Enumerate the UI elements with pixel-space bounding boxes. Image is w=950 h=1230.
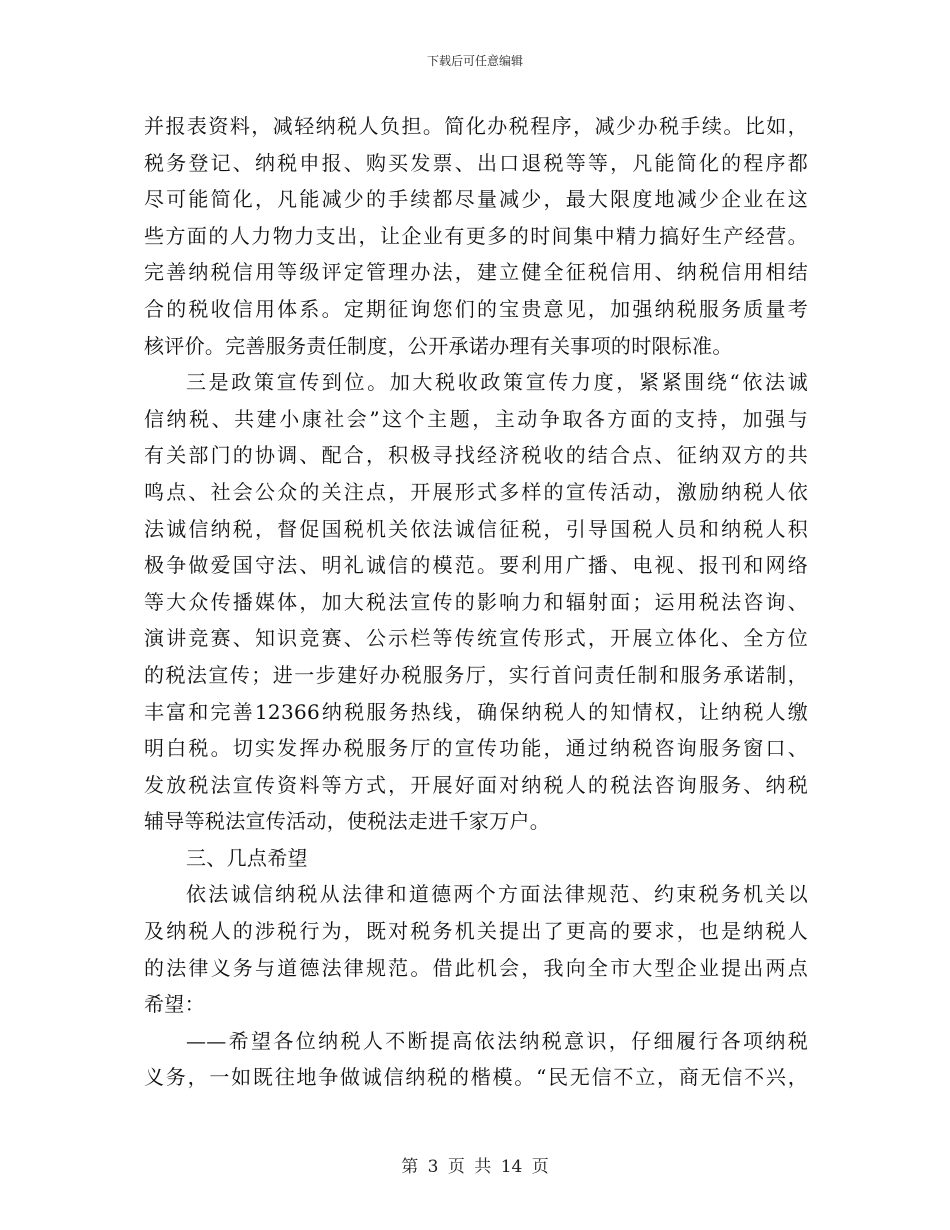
body-line: 等大众传播媒体，加大税法宣传的影响力和辐射面；运用税法咨询、 xyxy=(144,589,808,614)
document-body xyxy=(144,108,808,1096)
body-line: 的税法宣传；进一步建好办税服务厅，实行首问责任制和服务承诺制， xyxy=(144,662,808,687)
body-line: 鸣点、社会公众的关注点，开展形式多样的宣传活动，激励纳税人依 xyxy=(144,479,808,504)
body-line: 丰富和完善12366纳税服务热线，确保纳税人的知情权，让纳税人缴 xyxy=(144,699,808,724)
body-line: 信纳税、共建小康社会”这个主题，主动争取各方面的支持，加强与 xyxy=(144,406,808,431)
body-line: 明白税。切实发挥办税服务厅的宣传功能，通过纳税咨询服务窗口、 xyxy=(144,736,808,761)
body-line: 法诚信纳税，督促国税机关依法诚信征税，引导国税人员和纳税人积 xyxy=(144,516,808,541)
body-line: 义务，一如既往地争做诚信纳税的楷模。“民无信不立，商无信不兴， xyxy=(144,1065,808,1090)
section-heading: 三、几点希望 xyxy=(186,845,308,870)
paragraph-start-line: 依法诚信纳税从法律和道德两个方面法律规范、约束税务机关以 xyxy=(186,882,808,907)
body-line: 演讲竞赛、知识竞赛、公示栏等传统宣传形式，开展立体化、全方位 xyxy=(144,626,808,651)
body-line: 合的税收信用体系。定期征询您们的宝贵意见，加强纳税服务质量考 xyxy=(144,296,808,321)
paragraph-start-line: ——希望各位纳税人不断提高依法纳税意识，仔细履行各项纳税 xyxy=(186,1028,808,1053)
body-line: 的法律义务与道德法律规范。借此机会，我向全市大型企业提出两点 xyxy=(144,955,808,980)
body-line: 有关部门的协调、配合，积极寻找经济税收的结合点、征纳双方的共 xyxy=(144,443,808,468)
body-line: 尽可能简化，凡能减少的手续都尽量减少，最大限度地减少企业在这 xyxy=(144,187,808,212)
body-line: 及纳税人的涉税行为，既对税务机关提出了更高的要求，也是纳税人 xyxy=(144,919,808,944)
body-line: 辅导等税法宣传活动，使税法走进千家万户。 xyxy=(144,809,550,834)
body-line: 极争做爱国守法、明礼诚信的模范。要利用广播、电视、报刊和网络 xyxy=(144,553,808,578)
body-line: 些方面的人力物力支出，让企业有更多的时间集中精力搞好生产经营。 xyxy=(144,223,808,248)
page-number-footer: 第 3 页 共 14 页 xyxy=(401,1157,549,1177)
body-line: 发放税法宣传资料等方式，开展好面对纳税人的税法咨询服务、纳税 xyxy=(144,772,808,797)
body-line: 希望： xyxy=(144,992,205,1017)
page-header: 下载后可任意编辑 xyxy=(426,54,523,68)
body-line: 完善纳税信用等级评定管理办法，建立健全征税信用、纳税信用相结 xyxy=(144,260,808,285)
body-line: 核评价。完善服务责任制度，公开承诺办理有关事项的时限标准。 xyxy=(144,333,733,358)
body-line: 并报表资料，减轻纳税人负担。简化办税程序，减少办税手续。比如， xyxy=(144,114,808,138)
paragraph-start-line: 三是政策宣传到位。加大税收政策宣传力度，紧紧围绕“依法诚 xyxy=(186,370,808,395)
body-line: 税务登记、纳税申报、购买发票、出口退税等等，凡能简化的程序都 xyxy=(144,150,808,175)
